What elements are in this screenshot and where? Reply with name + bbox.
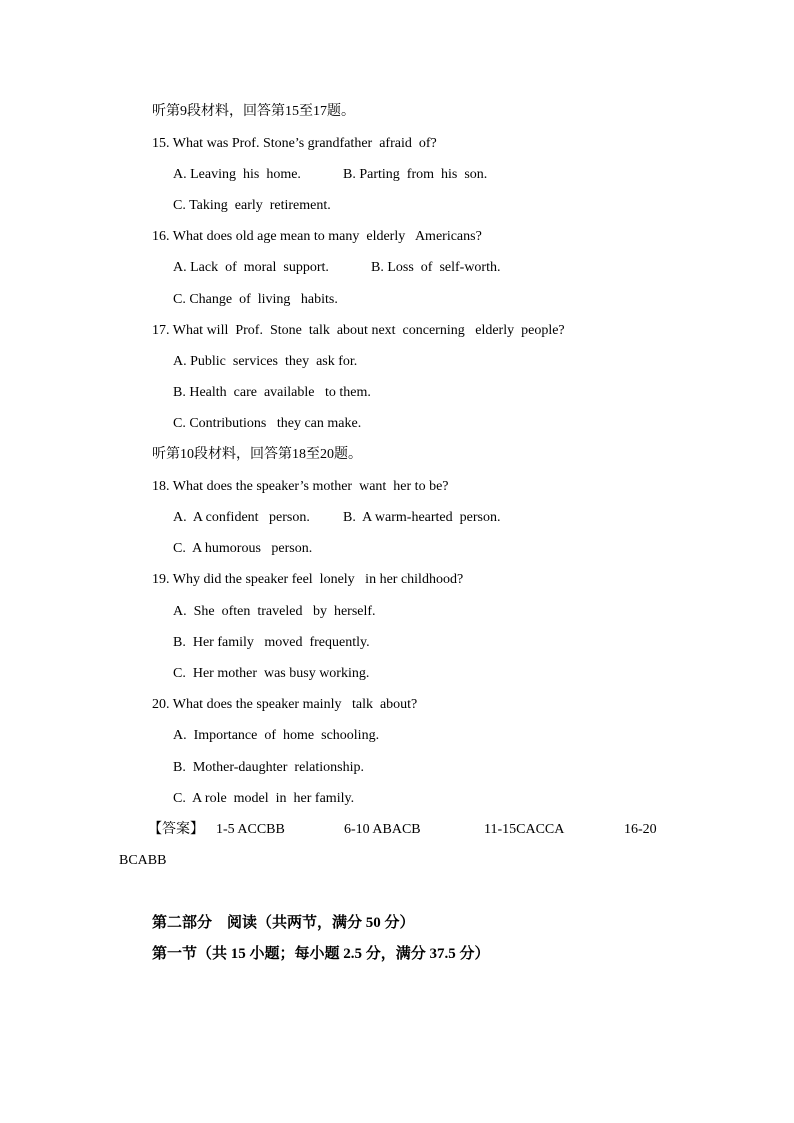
answer-group-16-20-label: 16-20 (624, 822, 657, 837)
part2-heading: 第二部分 阅读（共两节，满分 50 分） (152, 915, 415, 931)
answer-group-16-20-values: BCABB (119, 853, 167, 868)
question-16-stem: 16. What does old age mean to many elderly Americans? (152, 229, 482, 244)
question-20-stem: 20. What does the speaker mainly talk about? (152, 697, 418, 712)
answer-group-1-5: 1-5 ACCBB (216, 822, 285, 837)
question-16-option-a: A. Lack of moral support. (173, 260, 329, 275)
question-19-stem: 19. Why did the speaker feel lonely in her childhood? (152, 572, 464, 587)
question-17-option-c: C. Contributions they can make. (173, 416, 362, 431)
question-17-option-a: A. Public services they ask for. (173, 354, 358, 369)
section9-heading: 听第9段材料，回答第15至17题。 (152, 104, 355, 119)
question-20-option-c: C. A role model in her family. (173, 791, 355, 806)
question-20-option-a: A. Importance of home schooling. (173, 728, 380, 743)
question-18-option-a: A. A confident person. (173, 510, 310, 525)
question-19-option-b: B. Her family moved frequently. (173, 635, 370, 650)
question-16-option-b: B. Loss of self-worth. (371, 260, 501, 275)
question-20-option-b: B. Mother-daughter relationship. (173, 760, 365, 775)
section1-heading: 第一节（共 15 小题；每小题 2.5 分，满分 37.5 分） (152, 946, 490, 962)
answer-label: 【答案】 (148, 822, 204, 837)
question-15-option-c: C. Taking early retirement. (173, 198, 331, 213)
question-15-option-b: B. Parting from his son. (343, 167, 488, 182)
question-18-option-b: B. A warm-hearted person. (343, 510, 501, 525)
question-15-stem: 15. What was Prof. Stone’s grandfather afraid of? (152, 136, 437, 151)
question-17-stem: 17. What will Prof. Stone talk about next concerning elderly people? (152, 323, 565, 338)
question-18-option-c: C. A humorous person. (173, 541, 313, 556)
answer-group-11-15: 11-15CACCA (484, 822, 565, 837)
answer-group-6-10: 6-10 ABACB (344, 822, 421, 837)
question-18-stem: 18. What does the speaker’s mother want her to be? (152, 479, 449, 494)
question-17-option-b: B. Health care available to them. (173, 385, 371, 400)
section10-heading: 听第10段材料，回答第18至20题。 (152, 447, 362, 462)
question-19-option-a: A. She often traveled by herself. (173, 604, 376, 619)
question-15-option-a: A. Leaving his home. (173, 167, 301, 182)
question-16-option-c: C. Change of living habits. (173, 292, 338, 307)
question-19-option-c: C. Her mother was busy working. (173, 666, 370, 681)
